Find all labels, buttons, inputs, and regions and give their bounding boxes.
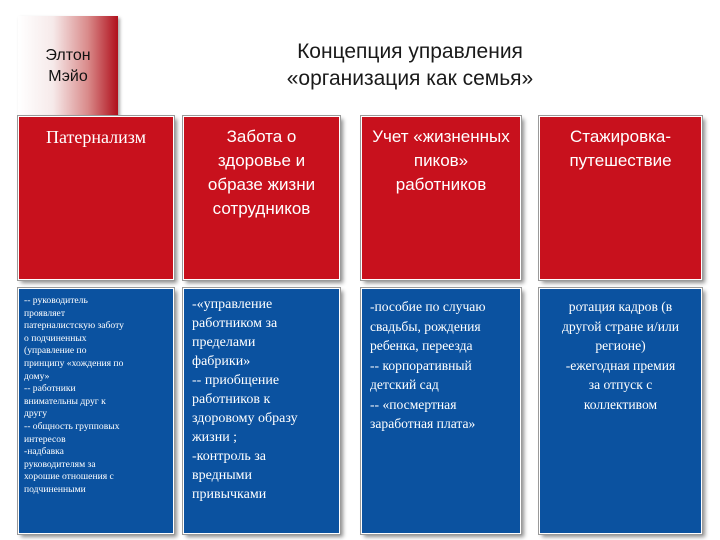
detail-paternalism-text: -- руководитель проявляет патерналистскую заботу о подчиненных (управление по принципу «хождения по дому» -- работники внимательны друг к другу -- общность групповых интересов -надбавка руководителям за хорошие отношения с подчиненными <box>24 295 124 495</box>
header-box-life-peaks <box>361 116 521 280</box>
title-line-2: «организация как семья» <box>286 67 534 90</box>
header-box-internship <box>539 116 702 280</box>
header-internship-label: Стажировка- путешествие <box>569 127 672 170</box>
detail-box-internship <box>539 288 702 534</box>
page-title <box>190 38 630 92</box>
header-box-paternalism <box>18 116 174 280</box>
author-box <box>18 16 118 116</box>
detail-box-paternalism <box>18 288 174 534</box>
detail-box-health-care <box>183 288 340 534</box>
author-first-name: Элтон <box>45 47 91 64</box>
header-life-peaks-label: Учет «жизненных пиков» работников <box>372 127 510 194</box>
header-box-health-care <box>183 116 340 280</box>
detail-box-life-peaks <box>361 288 521 534</box>
author-last-name: Мэйо <box>48 68 88 85</box>
detail-health-care-text: -«управление работником за пределами фабрики» -- приобщение работников к здоровому образу жизни ; -контроль за вредными привычками <box>192 297 298 502</box>
detail-internship-text: ротация кадров (в другой стране и/или регионе) -ежегодная премия за отпуск с коллективом <box>561 299 680 412</box>
header-health-care-label: Забота о здоровье и образе жизни сотрудников <box>207 127 316 218</box>
detail-life-peaks-text: -пособие по случаю свадьбы, рождения ребенка, переезда -- корпоративный детский сад -- «посмертная заработная плата» <box>370 299 486 431</box>
header-paternalism-label: Патернализм <box>45 127 147 147</box>
title-line-1: Концепция управления <box>297 40 523 63</box>
